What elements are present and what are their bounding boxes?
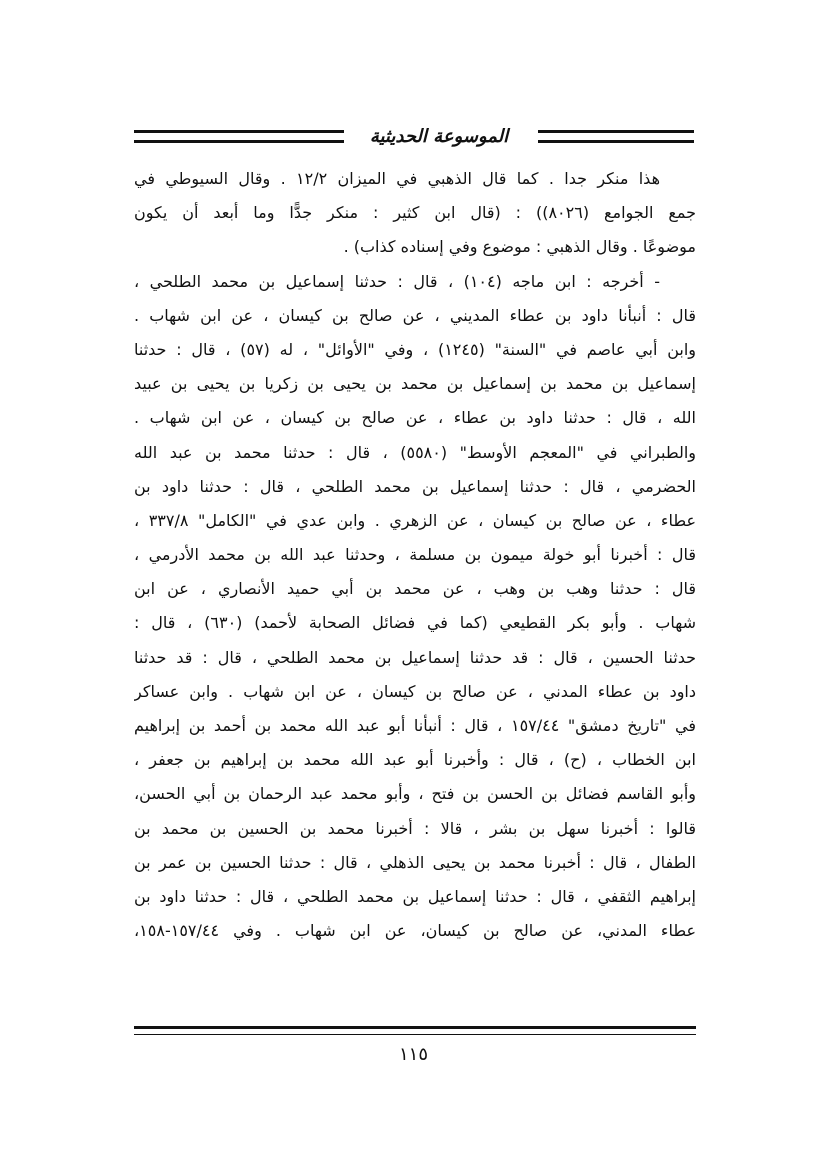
- header-rule-right: [538, 130, 694, 143]
- footer-rule: [134, 1026, 696, 1035]
- text-line: شهاب . وأبو بكر القطيعي (كما في فضائل الصحابة لأحمد) (٦٣٠) ، قال :: [134, 613, 696, 633]
- text-line: قال : حدثنا وهب بن وهب ، عن محمد بن أبي حميد الأنصاري ، عن ابن: [134, 579, 696, 599]
- text-line: جمع الجوامع (٨٠٢٦)) : (قال ابن كثير : منكر جدًّا وما أبعد أن يكون: [134, 203, 696, 223]
- text-line: عطاء المدني، عن صالح بن كيسان، عن ابن شهاب . وفي ١٥٧/٤٤-١٥٨،: [134, 921, 696, 941]
- text-line: داود بن عطاء المدني ، عن صالح بن كيسان ، عن ابن شهاب . وابن عساكر: [134, 681, 696, 701]
- text-line: ابن الخطاب ، (ح) ، قال : وأخبرنا أبو عبد الله محمد بن إبراهيم بن جعفر ،: [134, 750, 696, 770]
- text-line: وأبو القاسم فضائل بن الحسن بن فتح ، وأبو محمد عبد الرحمان بن أبي الحسن،: [134, 784, 696, 804]
- page-header: [134, 122, 694, 158]
- text-line: والطبراني في "المعجم الأوسط" (٥٥٨٠) ، قال : حدثنا محمد بن عبد الله: [134, 442, 696, 462]
- text-line: هذا منكر جدا . كما قال الذهبي في الميزان ١٢/٢ . وقال السيوطي في: [134, 169, 661, 188]
- text-line: الطفال ، قال : أخبرنا محمد بن يحيى الذهلي ، قال : حدثنا الحسين بن عمر بن: [134, 852, 696, 872]
- text-line: قال : أنبأنا داود بن عطاء المديني ، عن صالح بن كيسان ، عن ابن شهاب .: [134, 305, 696, 325]
- text-line: الله ، قال : حدثنا داود بن عطاء ، عن صالح بن كيسان ، عن ابن شهاب .: [134, 408, 696, 428]
- page-number: ١١٥: [398, 1044, 428, 1065]
- text-line: حدثنا الحسين ، قال : قد حدثنا إسماعيل بن محمد الطلحي ، قال : قد حدثنا: [134, 647, 696, 667]
- body-text: [134, 162, 696, 948]
- text-line: عطاء ، عن صالح بن كيسان ، عن الزهري . وابن عدي في "الكامل" ٣٣٧/٨ ،: [134, 510, 696, 530]
- header-rule-left: [134, 130, 344, 143]
- text-line: وابن أبي عاصم في "السنة" (١٢٤٥) ، وفي "الأوائل" ، له (٥٧) ، قال : حدثنا: [134, 339, 696, 359]
- text-line: الحضرمي ، قال : حدثنا إسماعيل بن محمد الطلحي ، قال : حدثنا داود بن: [134, 476, 696, 496]
- text-line: - أخرجه : ابن ماجه (١٠٤) ، قال : حدثنا إسماعيل بن محمد الطلحي ،: [134, 271, 660, 291]
- header-title: الموسوعة الحديثية: [369, 126, 509, 147]
- text-line: قالوا : أخبرنا سهل بن بشر ، قالا : أخبرنا محمد بن الحسين بن محمد بن: [134, 818, 696, 838]
- text-line: قال : أخبرنا أبو خولة ميمون بن مسلمة ، وحدثنا عبد الله بن محمد الأدرمي ،: [134, 545, 696, 565]
- text-line: موضوعًا . وقال الذهبي : موضوع وفي إسناده كذاب) .: [343, 237, 696, 257]
- text-line: في "تاريخ دمشق" ١٥٧/٤٤ ، قال : أنبأنا أبو عبد الله محمد بن أحمد بن إبراهيم: [134, 716, 696, 735]
- text-line: إسماعيل بن محمد بن إسماعيل بن محمد بن يحيى بن زكريا بن يحيى بن عبيد: [134, 374, 696, 394]
- text-line: إبراهيم الثقفي ، قال : حدثنا إسماعيل بن محمد الطلحي ، قال : حدثنا داود بن: [134, 886, 696, 906]
